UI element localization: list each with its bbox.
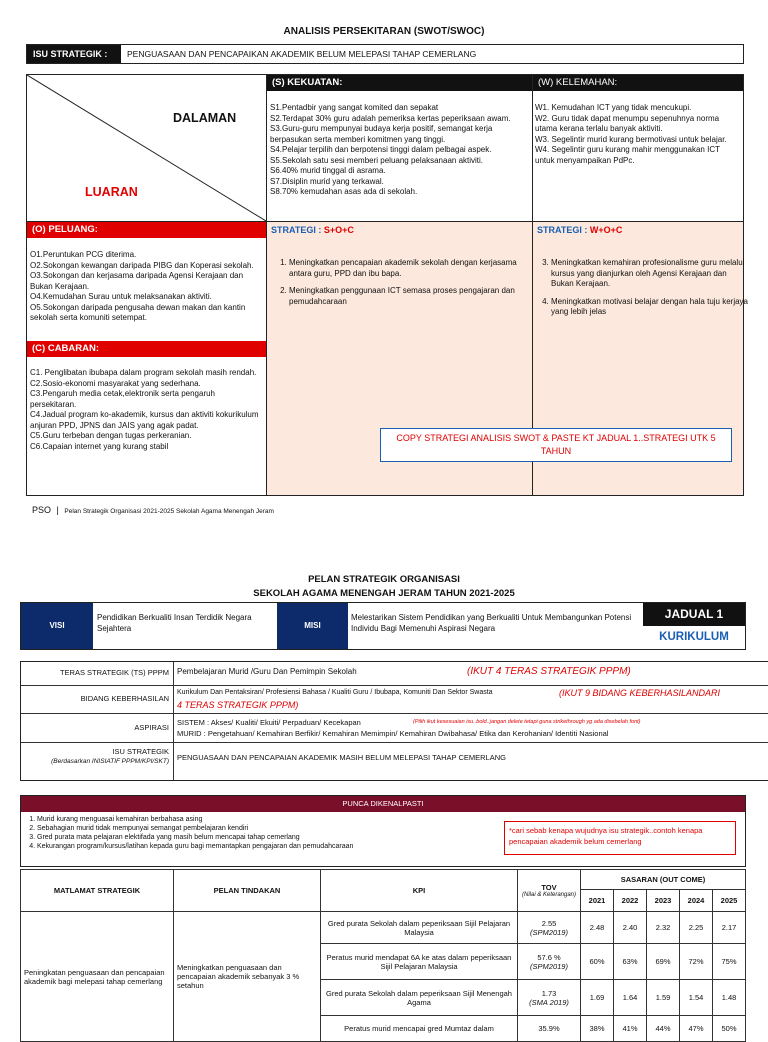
isu-strategik-label: ISU STRATEGIK : — [27, 45, 121, 63]
target-cell: 38% — [581, 1016, 614, 1042]
isu2-label: ISU STRATEGIK — [112, 747, 169, 756]
list-item: O3.Sokongan dan kerjasama daripada Agensi Kerajaan dan Bukan Kerajaan. — [30, 271, 244, 291]
target-cell: 2.17 — [713, 912, 746, 944]
visi-label: VISI — [21, 603, 93, 649]
year-header: 2024 — [680, 890, 713, 912]
list-item: S8.70% kemudahan asas ada di sekolah. — [270, 187, 418, 196]
punca-header: PUNCA DIKENALPASTI — [21, 796, 745, 812]
aspirasi-murid: MURID : Pengetahuan/ Kemahiran Berfikir/ Kemahiran Memimpin/ Kemahiran Dwibahasa/ Etika dan Kerohanian/ Identiti Nasional — [177, 729, 609, 738]
list-item: O1.Peruntukan PCG diterima. — [30, 250, 137, 259]
teras-label: TERAS STRATEGIK (TS) PPPM — [59, 668, 169, 677]
year-header: 2022 — [614, 890, 647, 912]
aspirasi-note: (Pilih ikut kesesuaian isu..bold..jangan delete tetapi guna strikethrough yg ada disebelah font) — [413, 719, 641, 725]
list-item: W1. Kemudahan ICT yang tidak mencukupi. — [535, 103, 692, 112]
list-item: C6.Capaian internet yang kurang stabil — [30, 441, 169, 451]
peluang-list — [30, 250, 262, 324]
diagonal-line — [27, 75, 266, 221]
list-item: O2.Sokongan kewangan daripada PIBG dan Koperasi sekolah. — [30, 260, 254, 270]
kurikulum-label: KURIKULUM — [659, 631, 729, 643]
isu-strategik-value: PENGUASAAN DAN PENCAPAIKAN AKADEMIK BELUM MELEPASI TAHAP CEMERLANG — [127, 49, 477, 59]
list-item: O5.Sokongan daripada pengusaha dewan makan dan kantin sekolah serta komuniti setempat. — [30, 302, 246, 322]
isu2-value: PENGUASAAN DAN PENCAPAIAN AKADEMIK MASIH BELUM MELEPASI TAHAP CEMERLANG — [177, 753, 506, 762]
list-item: W4. Segelintir guru kurang mahir menggunakan ICT untuk menyampaikan PdPc. — [535, 145, 720, 165]
visi-text: Pendidikan Berkualiti Insan Terdidik Negara Sejahtera — [97, 613, 252, 633]
plan-subtitle: SEKOLAH AGAMA MENENGAH JERAM TAHUN 2021-2025 — [253, 588, 515, 599]
year-header: 2023 — [647, 890, 680, 912]
list-item: S3.Guru-guru mempunyai budaya kerja positif, semangat kerja berpasukan serta memberi komitmen yang tinggi. — [270, 124, 493, 144]
list-item: 4. Kekurangan program/kursus/latihan kepada guru bagi memantapkan pengajaran dan pemudahcaraan — [37, 842, 517, 851]
list-item: C2.Sosio-ekonomi masyarakat yang sederhana. — [30, 378, 201, 388]
target-cell: 47% — [680, 1016, 713, 1042]
footer: PSO | Pelan Strategik Organisasi 2021-2025 Sekolah Agama Menengah Jeram — [32, 505, 274, 515]
pelan-cell: Meningkatkan penguasaan dan pencapaian akademik sebanyak 3 % setahun — [174, 912, 321, 1042]
col-sasaran: SASARAN (OUT COME) — [581, 870, 746, 890]
punca-box — [20, 795, 746, 867]
target-cell: 75% — [713, 944, 746, 980]
target-cell: 2.25 — [680, 912, 713, 944]
target-cell: 1.64 — [614, 980, 647, 1016]
list-item: 3. Gred purata mata pelajaran elektifada yang masih belum mencapai tahap cemerlang — [37, 833, 517, 842]
footer-text: Pelan Strategik Organisasi 2021-2025 Sekolah Agama Menengah Jeram — [64, 508, 274, 515]
target-cell: 2.40 — [614, 912, 647, 944]
peluang-header: (O) PELUANG: — [27, 222, 266, 238]
visi-misi-bar — [20, 602, 746, 650]
list-item: 4. Meningkatkan motivasi belajar dengan hala tuju kerjaya yang lebih jelas — [551, 297, 751, 318]
cabaran-list — [30, 368, 262, 452]
page-title: ANALISIS PERSEKITARAN (SWOT/SWOC) — [283, 26, 485, 37]
year-header: 2025 — [713, 890, 746, 912]
col-matlamat: MATLAMAT STRATEGIK — [21, 870, 174, 912]
punca-list — [21, 815, 517, 851]
misi-text: Melestarikan Sistem Pendidikan yang Berkualiti Untuk Membangunkan Potensi Individu Bagi Memenuhi Aspirasi Negara — [351, 613, 632, 633]
kekuatan-list — [270, 103, 528, 198]
teras-value: Pembelajaran Murid /Guru Dan Pemimpin Sekolah — [177, 667, 357, 676]
table-row — [21, 912, 746, 944]
target-cell: 1.59 — [647, 980, 680, 1016]
target-cell: 60% — [581, 944, 614, 980]
teras-note: (IKUT 4 TERAS STRATEGIK PPPM) — [467, 666, 631, 677]
wo-strategy-title: STRATEGI : W+O+C — [537, 225, 623, 235]
target-cell: 1.69 — [581, 980, 614, 1016]
isu2-sub: (Berdasarkan INISIATIF PPPM/KPI/SKT) — [51, 758, 169, 765]
list-item: 2. Sebahagian murid tidak mempunyai semangat pembelajaran kendiri — [37, 824, 517, 833]
wo-strategy-list — [535, 258, 751, 318]
year-header: 2021 — [581, 890, 614, 912]
list-item: S1.Pentadbir yang sangat komited dan sepakat — [270, 103, 439, 112]
aspirasi-sistem: SISTEM : Akses/ Kualiti/ Ekuiti/ Perpaduan/ Kecekapan — [177, 718, 361, 727]
list-item: C5.Guru terbeban dengan tugas perkeranian. — [30, 431, 192, 440]
bidang-note-2: 4 TERAS STRATEGIK PPPM) — [177, 700, 299, 710]
kpi-cell: Gred purata Sekolah dalam peperiksaan Sijil Menengah Agama — [321, 980, 518, 1016]
kelemahan-list — [535, 103, 739, 166]
col-pelan: PELAN TINDAKAN — [174, 870, 321, 912]
kelemahan-header: (W) KELEMAHAN: — [533, 75, 743, 91]
target-cell: 2.32 — [647, 912, 680, 944]
target-cell: 44% — [647, 1016, 680, 1042]
luaran-label: LUARAN — [85, 185, 138, 199]
footer-pso: PSO — [32, 505, 52, 515]
misi-label: MISI — [277, 603, 348, 649]
target-cell: 1.54 — [680, 980, 713, 1016]
aspirasi-label: ASPIRASI — [134, 723, 169, 732]
target-cell: 63% — [614, 944, 647, 980]
list-item: S7.Disiplin murid yang terkawal. — [270, 176, 384, 186]
col-tov: TOV (Nilai & Keterangan) — [518, 870, 581, 912]
jadual-label: JADUAL 1 — [643, 603, 745, 626]
cabaran-header: (C) CABARAN: — [27, 341, 266, 357]
list-item: C4.Jadual program ko-akademik, kursus dan aktiviti kokurikulum anjuran PPD, JPNS dan JAIS yang agak padat. — [30, 410, 259, 430]
target-cell: 1.48 — [713, 980, 746, 1016]
target-cell: 72% — [680, 944, 713, 980]
tov-cell: 1.73 (SMA 2019) — [518, 980, 581, 1016]
target-cell: 41% — [614, 1016, 647, 1042]
bidang-label: BIDANG KEBERHASILAN — [80, 694, 169, 703]
kpi-cell: Gred purata Sekolah dalam peperiksaan Sijil Pelajaran Malaysia — [321, 912, 518, 944]
bidang-note-1: (IKUT 9 BIDANG KEBERHASILANDARI — [559, 688, 721, 698]
list-item: C1. Penglibatan ibubapa dalam program sekolah masih rendah. — [30, 368, 257, 377]
swot-table — [26, 74, 749, 496]
isu-strategik-bar — [26, 44, 744, 64]
list-item: S6.40% murid tinggal di asrama. — [270, 166, 386, 175]
plan-title: PELAN STRATEGIK ORGANISASI — [308, 574, 460, 585]
list-item: W3. Segelintir murid kurang bermotivasi untuk belajar. — [535, 134, 727, 144]
tov-cell: 2.55 (SPM2019) — [518, 912, 581, 944]
bidang-value: Kurikulum Dan Pentaksiran/ Profesiensi Bahasa / Kualiti Guru / Ibubapa, Komuniti Dan Sektor Swasta — [177, 689, 493, 696]
target-cell: 69% — [647, 944, 680, 980]
kpi-cell: Peratus murid mencapai gred Mumtaz dalam — [321, 1016, 518, 1042]
list-item: 1. Murid kurang menguasai kemahiran berbahasa asing — [37, 815, 517, 824]
list-item: 3. Meningkatkan kemahiran profesionalisme guru melalui kursus yang dianjurkan oleh Agensi Kerajaan dan Bukan Kerajaan. — [551, 258, 751, 290]
dalaman-label: DALAMAN — [173, 111, 237, 125]
list-item: 1. Meningkatkan pencapaian akademik sekolah dengan kerjasama antara guru, PPD dan ibu bapa. — [289, 258, 539, 279]
list-item: S2.Terdapat 30% guru adalah pemeriksa kertas peperiksaan awam. — [270, 113, 511, 123]
col-kpi: KPI — [321, 870, 518, 912]
tov-cell: 35.9% — [518, 1016, 581, 1042]
list-item: S5.Sekolah satu sesi memberi peluang pelaksanaan aktiviti. — [270, 155, 484, 165]
so-strategy-list — [273, 258, 539, 307]
list-item: C3.Pengaruh media cetak,elektronik serta pengaruh persekitaran. — [30, 389, 215, 409]
list-item: S4.Pelajar terpilih dan berpotensi tinggi dalam pelbagai aspek. — [270, 145, 492, 154]
matlamat-cell: Peningkatan penguasaan dan pencapaian akademik bagi melepasi tahap cemerlang — [21, 912, 174, 1042]
teras-table — [20, 661, 768, 781]
kekuatan-header: (S) KEKUATAN: — [267, 75, 532, 91]
kpi-cell: Peratus murid mendapat 6A ke atas dalam peperiksaan Sijil Pelajaran Malaysia — [321, 944, 518, 980]
target-cell: 2.48 — [581, 912, 614, 944]
kpi-table — [20, 869, 746, 1042]
list-item: 2. Meningkatkan penggunaan ICT semasa proses pengajaran dan pemudahcaraan — [289, 286, 539, 307]
so-strategy-title: STRATEGI : S+O+C — [271, 225, 354, 235]
target-cell: 50% — [713, 1016, 746, 1042]
punca-note: *cari sebab kenapa wujudnya isu strategik..contoh kenapa pencapaian akademik belum cemerlang — [504, 821, 736, 855]
copy-note-box: COPY STRATEGI ANALISIS SWOT & PASTE KT JADUAL 1..STRATEGI UTK 5 TAHUN — [380, 428, 732, 462]
list-item: O4.Kemudahan Surau untuk melaksanakan aktiviti. — [30, 292, 212, 301]
list-item: W2. Guru tidak dapat menumpu sepenuhnya norma utama kerana terlalu banyak aktiviti. — [535, 113, 720, 133]
tov-cell: 57.6 % (SPM2019) — [518, 944, 581, 980]
